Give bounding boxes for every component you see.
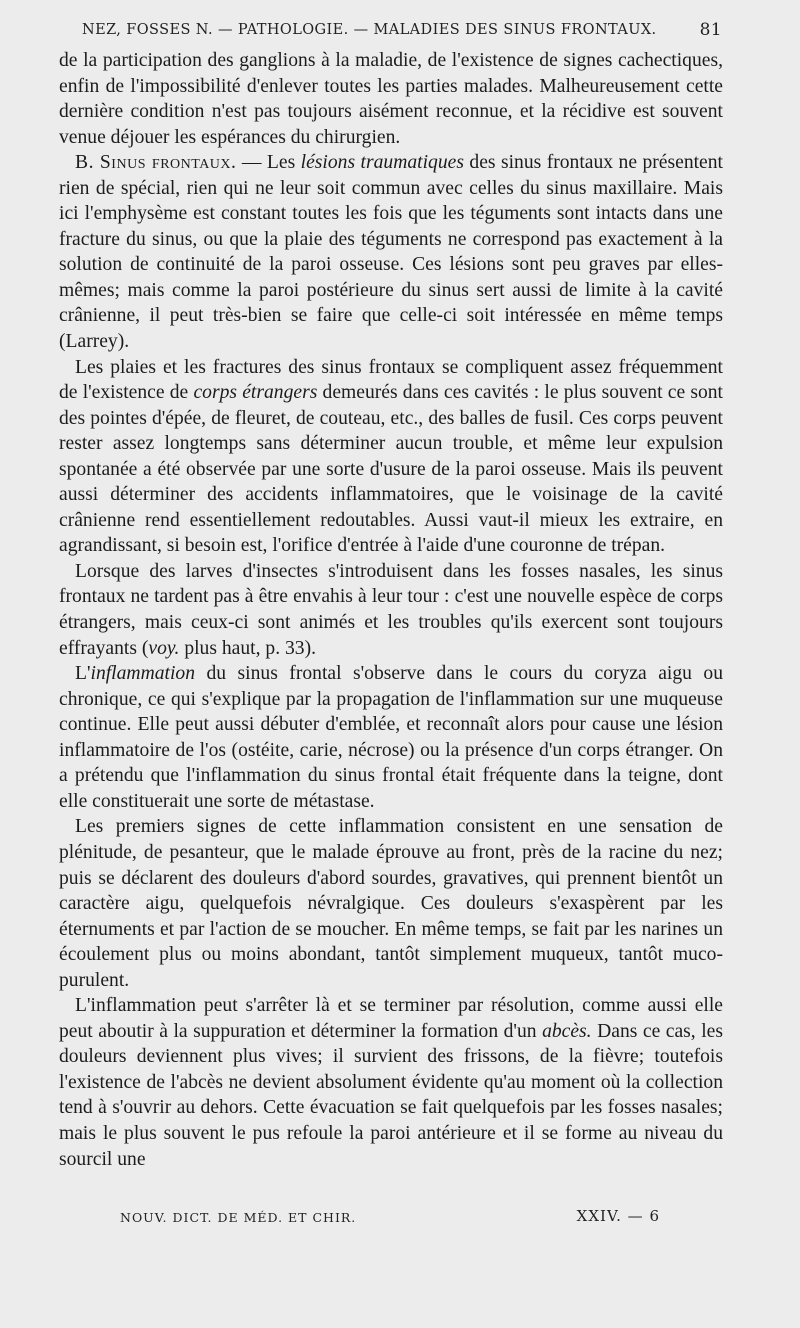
body-text [59,48,723,1172]
paragraph-premiers-signes: Les premiers signes de cette inflammation consistent en une sensation de plénitude, de pesanteur, que le malade éprouve au front, près de la racine du nez; puis se déclarent des douleurs d'abord sourdes, gravatives, qui prennent bientôt un caractère aigu, quelquefois névralgique. Ces douleurs s'exaspèrent par les éternuments et par l'action de se moucher. En même temps, se fait par les narines un écoulement plus ou moins abondant, tantôt simplement muqueux, tantôt muco-purulent. [59,816,723,991]
paragraph-larves [59,559,723,661]
paragraph-corps-etrangers [59,355,723,559]
running-header [82,20,722,46]
term-abces: abcès. [542,1020,592,1042]
paragraph-text: plus haut, p. 33). [179,637,317,659]
paragraph-inflammation [59,661,723,814]
footer-publication: NOUV. DICT. DE MÉD. ET CHIR. [120,1210,357,1225]
paragraph-continuation: de la participation des ganglions à la maladie, de l'existence de signes cachectiques, enfin de l'impossibilité d'enlever toutes les parties malades. Malheureusement cette dernière condition n'est pas toujours aisément reconnue, et la récidive est souvent venue déjouer les espérances du chirurgien. [59,50,723,148]
paragraph-text: du sinus frontal s'observe dans le cours du coryza aigu ou chronique, ce qui s'explique par la propagation de l'inflammation sur une muqueuse continue. Elle peut aussi débuter d'emblée, et reconnaît alors pour cause une lésion inflammatoire de l'os (ostéite, carie, nécrose) ou la présence d'un corps étranger. On a prétendu que l'inflammation du sinus frontal était fréquente dans la teigne, dont elle constituerait une sorte de métastase. [59,663,723,812]
paragraph-abces [59,993,723,1172]
page-footer [120,1207,660,1229]
term-lesions-traumatiques: lésions traumatiques [300,152,464,174]
paragraph-text: Dans ce cas, les douleurs deviennent plus vives; il survient des frissons, de la fièvre; toutefois l'existence de l'abcès ne devient absolument évidente qu'au moment où la collection tend à s'ouvrir au dehors. Cette évacuation se fait quelquefois par les fosses nasales; mais le plus souvent le pus refoule la paroi antérieure et il se forme au niveau du sourcil une [59,1020,723,1170]
paragraph-text: Les plaies et les fractures des sinus frontaux se compliquent assez fréquemment de l'existence de [59,356,723,404]
header-title: NEZ, FOSSES N. — PATHOLOGIE. — MALADIES DES SINUS FRONTAUX. [82,22,657,38]
reference-voy: voy. [148,637,180,659]
term-inflammation: inflammation [90,663,196,685]
paragraph-text: L'inflammation peut s'arrêter là et se terminer par résolution, comme aussi elle peut aboutir à la suppuration et déterminer la formation d'un [59,995,723,1042]
section-dash: — Les [236,152,301,174]
section-label: B. Sinus frontaux. [75,152,237,174]
footer-volume-signature: XXIV. — 6 [576,1207,660,1225]
paragraph-text: Lorsque des larves d'insectes s'introduisent dans les fosses nasales, les sinus frontaux ne tardent pas à être envahis à leur tour : c'est une nouvelle espèce de corps étrangers, mais ceux-ci sont animés et les troubles qu'ils exercent sont toujours effrayants ( [59,560,723,659]
paragraph-sinus-frontaux [59,150,723,354]
page-number: 81 [699,20,722,40]
paragraph-text: demeurés dans ces cavités : le plus souvent ce sont des pointes d'épée, de fleuret, de couteau, etc., des balles de fusil. Ces corps peuvent rester assez longtemps sans déterminer aucun trouble, et même leur expulsion spontanée a été observée par une sorte d'usure de la paroi osseuse. Mais ils peuvent aussi déterminer des accidents inflammatoires, que le voisinage de la cavité crânienne rend essentiellement redoutables. Aussi vaut-il mieux les extraire, en agrandissant, si besoin est, l'orifice d'entrée à l'aide d'une couronne de trépan. [59,382,724,557]
term-corps-etrangers: corps étrangers [193,382,318,404]
paragraph-lead: L' [75,663,91,685]
paragraph-text: des sinus frontaux ne présentent rien de spécial, rien qui ne leur soit commun avec celles du sinus maxillaire. Mais ici l'emphysème est constant toutes les fois que les téguments sont intacts dans une fracture du sinus, ou que la plaie des téguments ne correspond pas exactement à la solution de continuité de la paroi osseuse. Ces lésions sont peu graves par elles-mêmes; mais comme la paroi postérieure du sinus sert aussi de limite à la cavité crânienne, il peut très-bien se faire que celle-ci soit intéressée en même temps (Larrey). [59,152,723,353]
